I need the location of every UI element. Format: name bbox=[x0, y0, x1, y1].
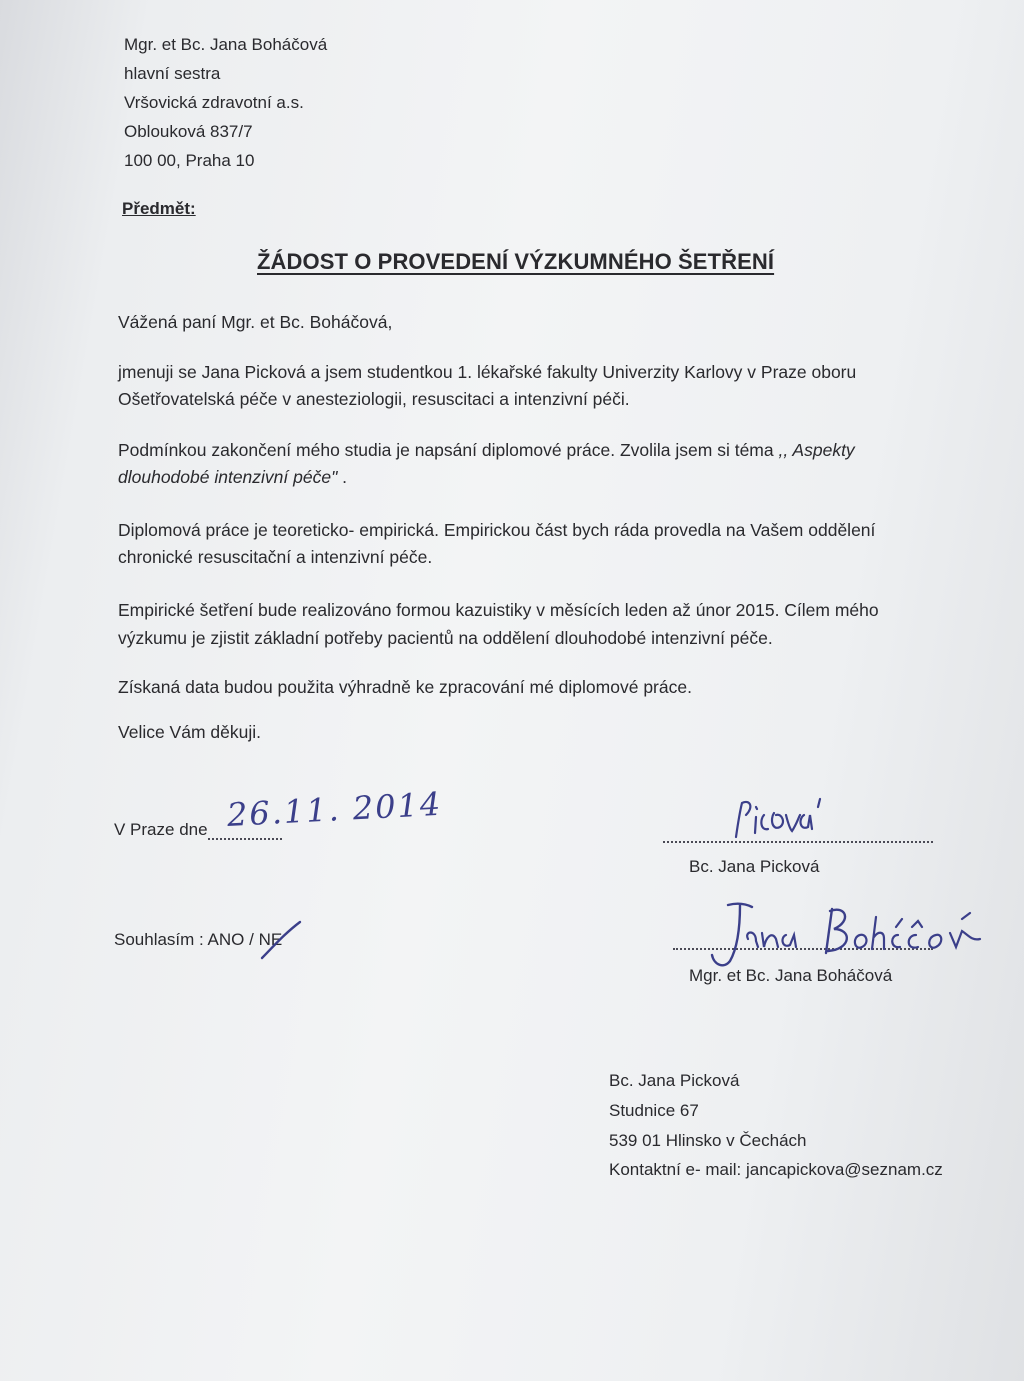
topic-quote-start: ,, Aspekty bbox=[778, 440, 855, 460]
signature-picková-icon bbox=[728, 793, 840, 845]
recipient-line: Oblouková 837/7 bbox=[124, 122, 253, 141]
sender-line: Bc. Jana Picková bbox=[609, 1071, 740, 1090]
subject-label: Předmět: bbox=[122, 199, 196, 218]
paragraph-line: jmenuji se Jana Picková a jsem studentkou 1. lékařské fakulty Univerzity Karlovy v Praze oboru bbox=[118, 362, 857, 382]
paragraph-line: chronické resuscitační a intenzivní péče. bbox=[118, 547, 433, 567]
paragraph-line: výzkumu je zjistit základní potřeby pacientů na oddělení dlouhodobé intenzivní péče. bbox=[118, 628, 773, 648]
recipient-line: Mgr. et Bc. Jana Boháčová bbox=[124, 35, 328, 54]
paragraph-line: Získaná data budou použita výhradně ke zpracování mé diplomové práce. bbox=[118, 677, 692, 697]
recipient-line: 100 00, Praha 10 bbox=[124, 151, 255, 170]
place-date-label: V Praze dne bbox=[114, 820, 208, 839]
date-dotted-line bbox=[208, 838, 282, 840]
paragraph-line: Empirické šetření bude realizováno formou kazuistiky v měsících leden až únor 2015. Cílem mého bbox=[118, 600, 879, 620]
salutation: Vážená paní Mgr. et Bc. Boháčová, bbox=[118, 312, 393, 332]
signature-name: Mgr. et Bc. Jana Boháčová bbox=[689, 966, 893, 985]
strike-mark-icon bbox=[258, 918, 306, 962]
recipient-line: Vršovická zdravotní a.s. bbox=[124, 93, 304, 112]
consent-struck-option: NE bbox=[258, 930, 283, 949]
closing-line: Velice Vám děkuji. bbox=[118, 722, 261, 742]
paragraph-line: Ošetřovatelská péče v anesteziologii, resuscitaci a intenzivní péči. bbox=[118, 389, 630, 409]
topic-quote-end: dlouhodobé intenzivní péče" bbox=[118, 467, 338, 487]
paragraph-line bbox=[118, 440, 855, 461]
paragraph-line: Diplomová práce je teoreticko- empirická. Empirickou část bych ráda provedla na Vašem oddělení bbox=[118, 520, 876, 540]
sender-line: Studnice 67 bbox=[609, 1101, 699, 1120]
recipient-line: hlavní sestra bbox=[124, 64, 221, 83]
signature-name: Bc. Jana Picková bbox=[689, 857, 820, 876]
sender-contact-email: Kontaktní e- mail: jancapickova@seznam.cz bbox=[609, 1160, 943, 1179]
handwritten-date: 26.11. 2014 bbox=[226, 784, 444, 834]
paragraph-line bbox=[118, 467, 347, 488]
consent-line bbox=[114, 930, 282, 950]
paragraph-text: Podmínkou zakončení mého studia je napsání diplomové práce. Zvolila jsem si téma bbox=[118, 440, 774, 460]
document-title: ŽÁDOST O PROVEDENÍ VÝZKUMNÉHO ŠETŘENÍ bbox=[257, 249, 775, 274]
consent-label: Souhlasím : ANO / bbox=[114, 930, 259, 949]
paragraph-text: . bbox=[337, 467, 348, 487]
signature-boháčová-icon bbox=[700, 895, 990, 975]
sender-line: 539 01 Hlinsko v Čechách bbox=[609, 1131, 807, 1150]
